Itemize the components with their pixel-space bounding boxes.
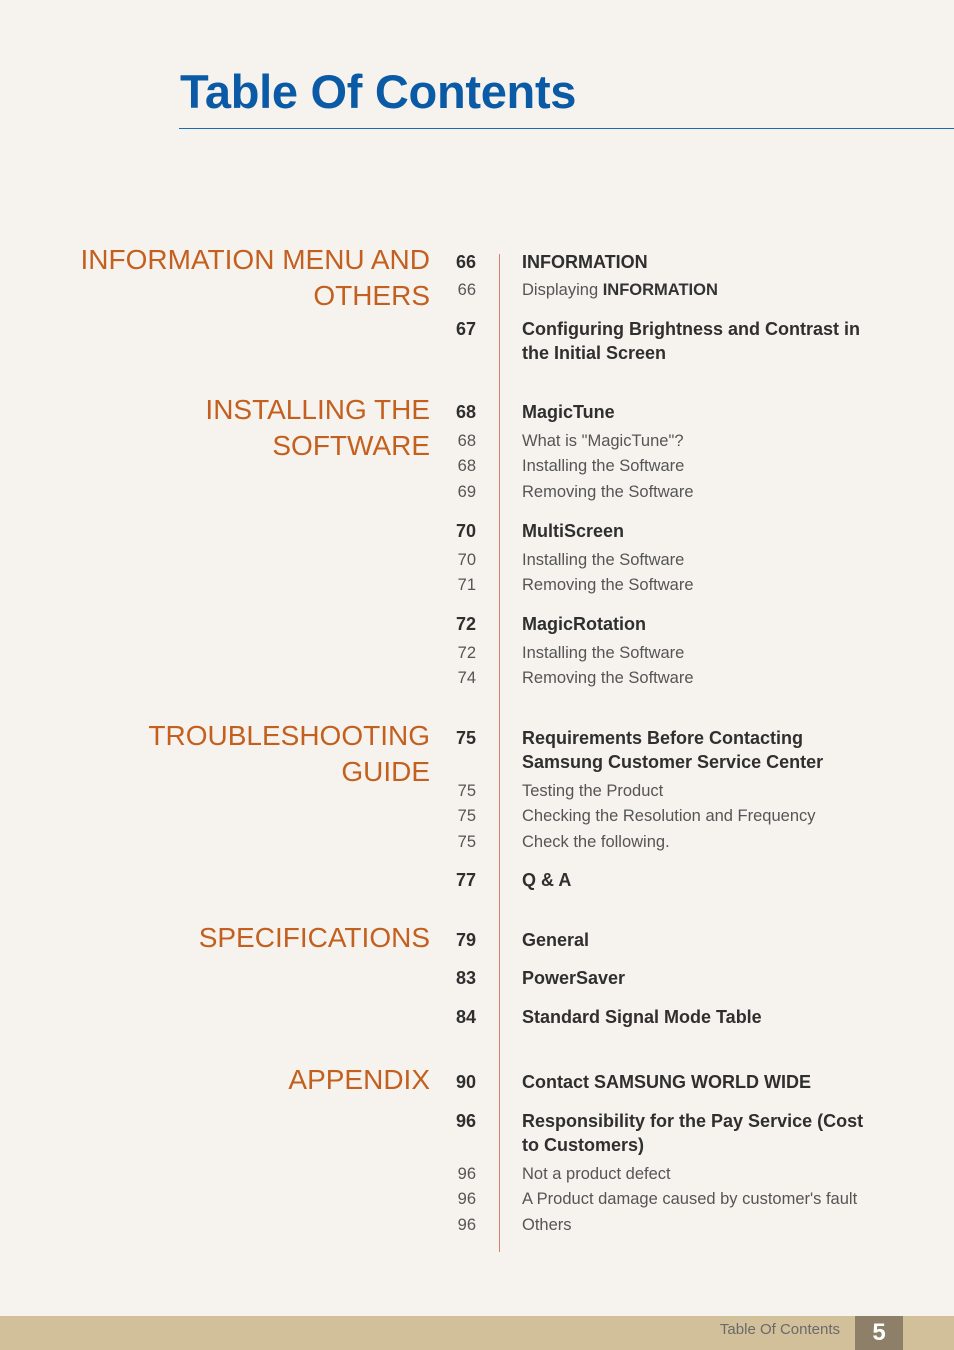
toc-page-number: 96 xyxy=(457,1165,476,1183)
toc-entry-title: MagicRotation xyxy=(522,614,646,634)
toc-page-number: 67 xyxy=(455,319,476,339)
toc-entry-title: What is "MagicTune"? xyxy=(522,432,684,450)
toc-entry-title: MagicTune xyxy=(522,402,615,422)
toc-entry-title: Contact SAMSUNG WORLD WIDE xyxy=(522,1072,811,1092)
toc-page-number: 96 xyxy=(457,1190,476,1208)
toc-entry-title: Check the following. xyxy=(522,833,670,851)
toc-entry-title: Installing the Software xyxy=(522,457,685,475)
toc-page-number: 75 xyxy=(457,807,476,825)
toc-page-number: 79 xyxy=(455,930,476,950)
toc-page-number: 68 xyxy=(457,432,476,450)
toc-entry-title: Removing the Software xyxy=(522,576,694,594)
toc-page-number: 66 xyxy=(455,252,476,272)
toc-entry-title: Responsibility for the Pay Service (Cost to Customers) xyxy=(522,1111,864,1155)
section-heading-information-menu: INFORMATION MENU AND OTHERS xyxy=(80,244,430,311)
toc-entry-title: Configuring Brightness and Contrast in the Initial Screen xyxy=(522,319,860,363)
toc-page-number: 70 xyxy=(457,551,476,569)
toc-page-number: 75 xyxy=(455,728,476,748)
title-divider xyxy=(179,128,954,129)
toc-entry-title: Displaying INFORMATION xyxy=(522,281,718,299)
section-heading-appendix: APPENDIX xyxy=(288,1064,430,1095)
toc-page-number: 71 xyxy=(457,576,476,594)
section-heading-installing-software: INSTALLING THE SOFTWARE xyxy=(205,394,430,461)
toc-page-number: 69 xyxy=(457,483,476,501)
toc-entry-title: A Product damage caused by customer's fault xyxy=(522,1190,858,1208)
toc-page-number: 70 xyxy=(455,521,476,541)
toc-entry-title: Testing the Product xyxy=(522,782,664,800)
page-number-badge: 5 xyxy=(855,1316,903,1350)
toc-entry-title: Others xyxy=(522,1216,572,1234)
toc-page-number: 68 xyxy=(455,402,476,422)
toc-entry-title: Requirements Before Contacting Samsung Customer Service Center xyxy=(522,728,824,772)
toc-entry-title: Standard Signal Mode Table xyxy=(522,1007,762,1027)
toc-page-number: 75 xyxy=(457,833,476,851)
toc-page-number: 68 xyxy=(457,457,476,475)
toc-entry-title: Installing the Software xyxy=(522,644,685,662)
toc-page-number: 77 xyxy=(455,870,476,890)
toc-page-number: 96 xyxy=(457,1216,476,1234)
toc-page-number: 90 xyxy=(455,1072,476,1092)
toc-entry-title: General xyxy=(522,930,590,950)
column-divider xyxy=(499,254,500,1252)
toc-entry-title: Checking the Resolution and Frequency xyxy=(522,807,816,825)
toc-entry-title: Q & A xyxy=(522,870,572,890)
toc-page-number: 96 xyxy=(455,1111,476,1131)
toc-page-number: 72 xyxy=(455,614,476,634)
toc-entry-title: Not a product defect xyxy=(522,1165,671,1183)
toc-entry-title: PowerSaver xyxy=(522,968,626,988)
toc-entry-title: Removing the Software xyxy=(522,669,694,687)
section-heading-troubleshooting: TROUBLESHOOTING GUIDE xyxy=(148,720,430,787)
toc-entry-title: Installing the Software xyxy=(522,551,685,569)
section-heading-specifications: SPECIFICATIONS xyxy=(198,922,430,953)
toc-page-number: 83 xyxy=(455,968,476,988)
toc-entry-title: MultiScreen xyxy=(522,521,625,541)
page-title: Table Of Contents xyxy=(180,65,577,118)
toc-page-number: 66 xyxy=(457,281,476,299)
toc-page-number: 84 xyxy=(455,1007,476,1027)
toc-page-number: 74 xyxy=(457,669,476,687)
toc-entry-title: INFORMATION xyxy=(522,252,648,272)
toc-entry-emphasis: INFORMATION xyxy=(602,281,718,299)
toc-page-number: 72 xyxy=(457,644,476,662)
toc-entry-title: Removing the Software xyxy=(522,483,694,501)
footer-label: Table Of Contents xyxy=(719,1321,840,1338)
toc-page-number: 75 xyxy=(457,782,476,800)
